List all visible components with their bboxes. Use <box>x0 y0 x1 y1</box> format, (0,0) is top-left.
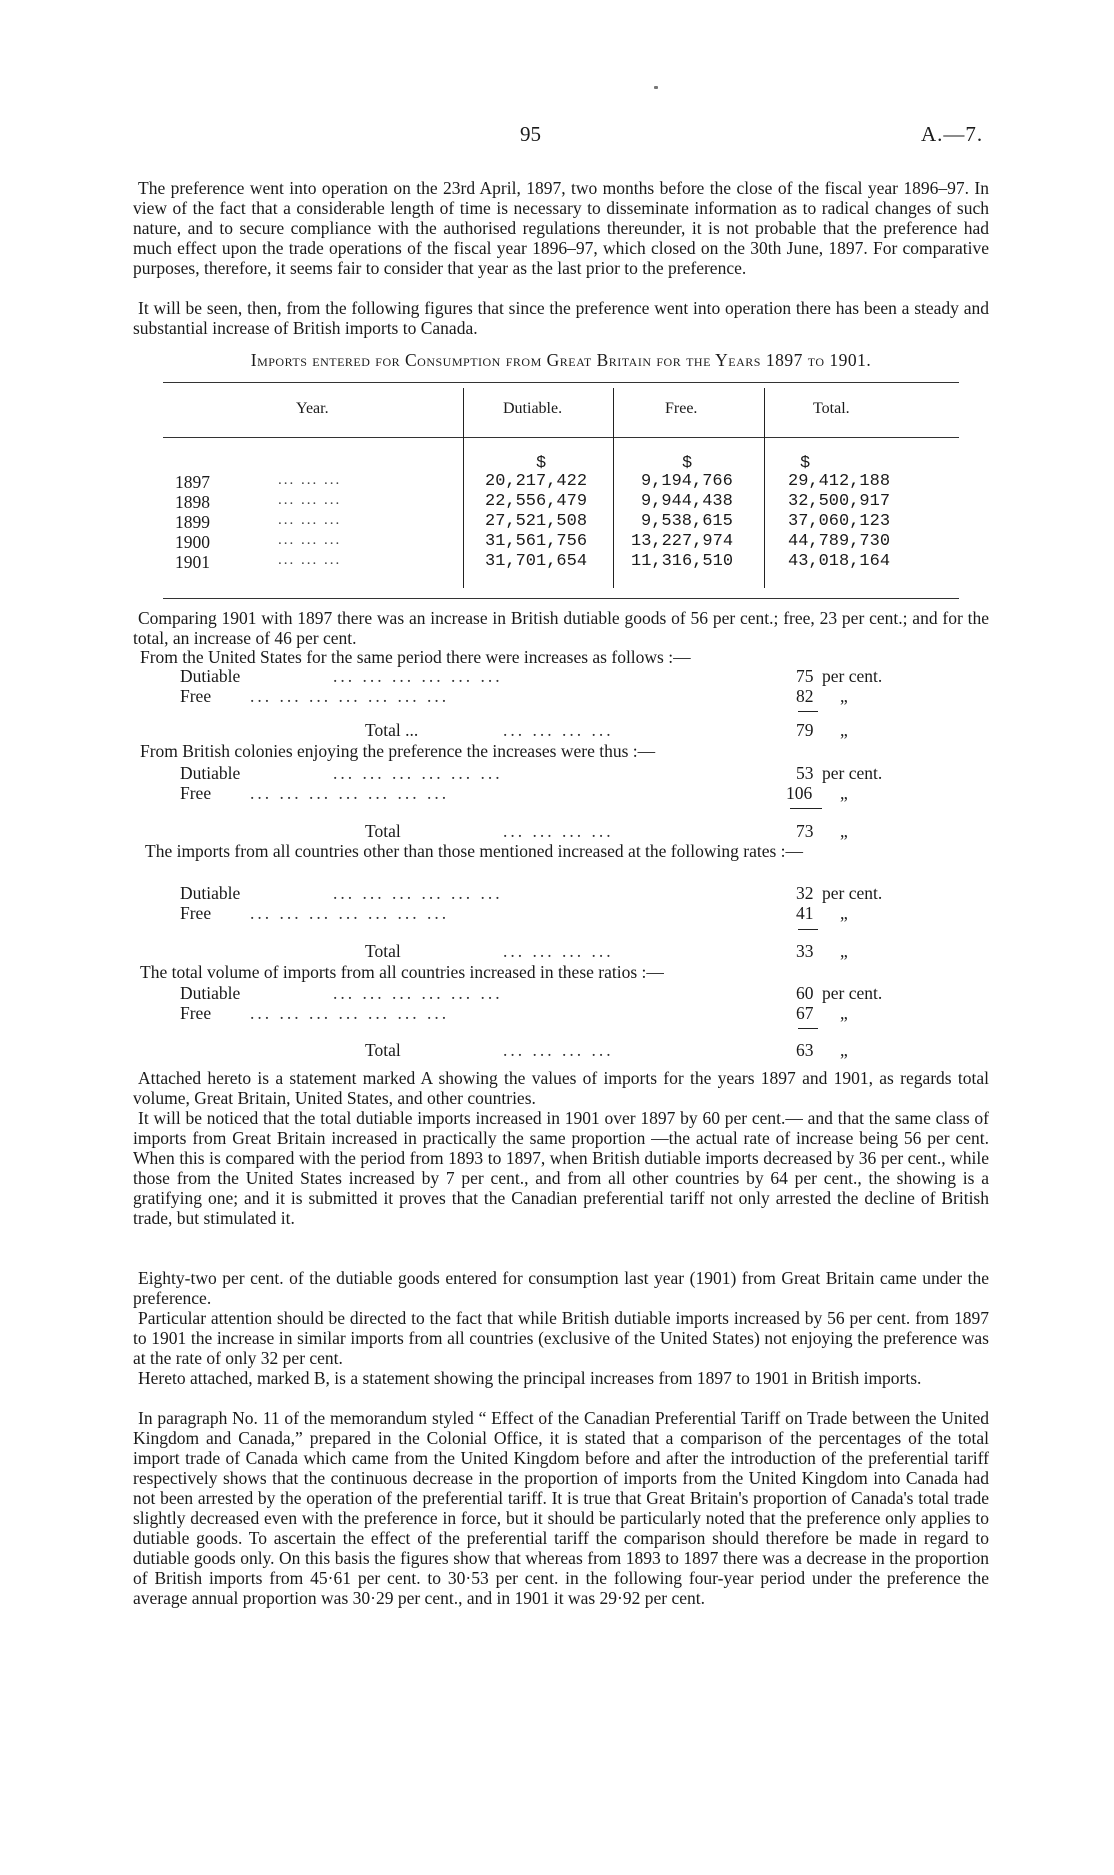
colonies-dutiable-row <box>0 763 1114 785</box>
table-row-dutiable: 27,521,508 <box>485 512 588 531</box>
table-header-rule <box>163 437 959 438</box>
row-unit: per cent. <box>822 883 883 903</box>
leader-dots: ... ... ... ... ... ... <box>333 983 503 1003</box>
row-value: 79 <box>796 720 814 740</box>
column-header-dutiable: Dutiable. <box>503 400 563 417</box>
leader-dots: ... ... ... <box>278 472 342 488</box>
table-bottom-rule <box>163 598 959 599</box>
ditto-mark: „ <box>840 941 848 961</box>
leader-dots: ... ... ... ... <box>503 941 614 961</box>
leader-dots: ... ... ... <box>278 532 342 548</box>
comparison-paragraph: Comparing 1901 with 1897 there was an increase in British dutiable goods of 56 per cent.; free, 23 per cent.; and for the total, an increase of 46 per cent. <box>133 608 989 648</box>
row-label: Dutiable <box>180 763 241 783</box>
sum-rule <box>798 1028 818 1029</box>
row-label: Dutiable <box>180 883 241 903</box>
row-value: 32 <box>796 883 814 903</box>
colonies-total-row <box>0 821 1114 843</box>
others-dutiable-row <box>0 883 1114 905</box>
row-unit: per cent. <box>822 666 883 686</box>
row-label: Total ... <box>365 720 419 740</box>
column-divider <box>463 388 464 588</box>
leader-dots: ... ... ... ... ... ... ... <box>250 1003 450 1023</box>
intro-paragraph: The preference went into operation on the 23rd April, 1897, two months before the close of the fiscal year 1896–97. In view of the fact that a considerable length of time is necessary to disseminate information as to radical changes of such nature, and to secure compliance with the authorised regulations thereunder, it is not probable that the preference had much effect upon the trade operations of the fiscal year 1896–97, which closed on the 30th June, 1897. For comparative purposes, therefore, it seems fair to consider that year as the last prior to the preference. <box>133 178 989 278</box>
ditto-mark: „ <box>840 686 848 706</box>
table-title: Imports entered for Consumption from Great Britain for the Years 1897 to 1901. <box>250 350 872 370</box>
table-row-free: 11,316,510 <box>631 552 734 571</box>
leader-dots: ... ... ... ... ... ... <box>333 666 503 686</box>
leader-dots: ... ... ... <box>278 492 342 508</box>
table-row-total: 44,789,730 <box>788 532 891 551</box>
row-value: 63 <box>796 1040 814 1060</box>
document-reference: A.—7. <box>921 122 984 146</box>
table-row-free: 9,538,615 <box>641 512 733 531</box>
leader-dots: ... ... ... <box>278 552 342 568</box>
us-free-row <box>0 686 1114 708</box>
table-row-year: 1897 <box>175 472 210 492</box>
statement-a-paragraph: Attached hereto is a statement marked A showing the values of imports for the years 1897 and 1901, as regards total volume, Great Britain, United States, and other countries. <box>133 1068 989 1108</box>
currency-symbol: $ <box>800 454 811 473</box>
row-unit: per cent. <box>822 763 883 783</box>
dutiable-increase-paragraph: It will be noticed that the total dutiable imports increased in 1901 over 1897 by 60 per cent.— and that the same class of imports from Great Britain increased in practically the same proportion —the actual rate of increase being 56 per cent. When this is compared with the period from 1893 to 1897, when British dutiable imports decreased by 36 per cent., while those from the United States increased by 7 per cent., and from all other countries by 64 per cent., the showing is a gratifying one; and it is submitted it proves that the Canadian preferential tariff not only arrested the decline of British trade, but stimulated it. <box>133 1108 989 1228</box>
column-header-total: Total. <box>813 400 850 417</box>
row-label: Dutiable <box>180 666 241 686</box>
row-label: Dutiable <box>180 983 241 1003</box>
table-row-free: 9,194,766 <box>641 472 733 491</box>
leader-dots: ... ... ... ... ... ... <box>333 763 503 783</box>
currency-symbol: $ <box>536 454 547 473</box>
ditto-mark: „ <box>840 1040 848 1060</box>
column-divider <box>613 388 614 588</box>
ditto-mark: „ <box>840 720 848 740</box>
row-label: Free <box>180 686 212 706</box>
attention-paragraph: Particular attention should be directed to the fact that while British dutiable imports increased by 56 per cent. from 1897 to 1901 the increase in similar imports from all countries (exclusive of the United States) not enjoying the preference was at the rate of only 32 per cent. <box>133 1308 989 1368</box>
table-row-year: 1900 <box>175 532 210 552</box>
leader-dots: ... ... ... ... ... ... ... <box>250 783 450 803</box>
leader-dots: ... ... ... ... <box>503 821 614 841</box>
all-total-row <box>0 1040 1114 1062</box>
imports-table <box>133 382 989 600</box>
sum-rule <box>798 929 818 930</box>
table-row-dutiable: 31,701,654 <box>485 552 588 571</box>
row-value: 33 <box>796 941 814 961</box>
colonies-intro: From British colonies enjoying the preference the increases were thus :— <box>140 741 656 761</box>
leader-dots: ... ... ... ... <box>503 1040 614 1060</box>
row-value: 82 <box>796 686 814 706</box>
row-label: Free <box>180 783 212 803</box>
colonies-free-row <box>0 783 1114 805</box>
column-header-free: Free. <box>665 400 698 417</box>
memorandum-paragraph: In paragraph No. 11 of the memorandum styled “ Effect of the Canadian Preferential Tariff on Trade between the United Kingdom and Canada,” prepared in the Colonial Office, it is stated that a comparison of the percentages of the total import trade of Canada which came from the United Kingdom before and after the introduction of the preferential tariff respectively shows that the continuous decrease in the proportion of imports from the United Kingdom into Canada had not been arrested by the operation of the preferential tariff. It is true that Great Britain's proportion of Canada's total trade slightly decreased even with the preference in force, but it should be particularly noted that the preference only applies to dutiable goods. To ascertain the effect of the preferential tariff the comparison should therefore be made in regard to dutiable goods only. On this basis the figures show that whereas from 1893 to 1897 there was a decrease in the proportion of British imports from 45·61 per cent. to 30·53 per cent. in the following four-year period under the preference the average annual proportion was 30·29 per cent., and in 1901 it was 29·92 per cent. <box>133 1408 989 1608</box>
table-row-year: 1899 <box>175 512 210 532</box>
row-label: Free <box>180 903 212 923</box>
table-row-total: 43,018,164 <box>788 552 891 571</box>
row-label: Free <box>180 1003 212 1023</box>
ditto-mark: „ <box>840 783 848 803</box>
us-intro: From the United States for the same period there were increases as follows :— <box>140 647 691 667</box>
leader-dots: ... ... ... ... <box>503 720 614 740</box>
row-value: 75 <box>796 666 814 686</box>
row-value: 73 <box>796 821 814 841</box>
row-value: 53 <box>796 763 814 783</box>
table-row-dutiable: 20,217,422 <box>485 472 588 491</box>
eighty-two-percent-paragraph: Eighty-two per cent. of the dutiable goods entered for consumption last year (1901) from Great Britain came under the preference. <box>133 1268 989 1308</box>
sum-rule <box>790 808 822 809</box>
row-label: Total <box>365 941 401 961</box>
column-header-year: Year. <box>296 400 329 417</box>
row-value: 67 <box>796 1003 814 1023</box>
others-free-row <box>0 903 1114 925</box>
ditto-mark: „ <box>840 1003 848 1023</box>
ditto-mark: „ <box>840 903 848 923</box>
currency-symbol: $ <box>682 454 693 473</box>
leader-dots: ... ... ... ... ... ... <box>333 883 503 903</box>
us-dutiable-row <box>0 666 1114 688</box>
leader-dots: ... ... ... ... ... ... ... <box>250 686 450 706</box>
intro-paragraph-2: It will be seen, then, from the following figures that since the preference went into operation there has been a steady and substantial increase of British imports to Canada. <box>133 298 989 338</box>
ditto-mark: „ <box>840 821 848 841</box>
statement-b-paragraph: Hereto attached, marked B, is a statement showing the principal increases from 1897 to 1901 in British imports. <box>138 1368 922 1388</box>
all-free-row <box>0 1003 1114 1025</box>
table-row-total: 32,500,917 <box>788 492 891 511</box>
table-row-year: 1901 <box>175 552 210 572</box>
column-divider <box>764 388 765 588</box>
table-row-dutiable: 22,556,479 <box>485 492 588 511</box>
table-row-total: 37,060,123 <box>788 512 891 531</box>
sum-rule <box>798 711 818 712</box>
others-total-row <box>0 941 1114 963</box>
row-label: Total <box>365 821 401 841</box>
table-top-rule <box>163 382 959 383</box>
row-value: 41 <box>796 903 814 923</box>
table-row-year: 1898 <box>175 492 210 512</box>
table-row-free: 13,227,974 <box>631 532 734 551</box>
leader-dots: ... ... ... <box>278 512 342 528</box>
table-row-free: 9,944,438 <box>641 492 733 511</box>
us-total-row <box>0 720 1114 742</box>
all-dutiable-row <box>0 983 1114 1005</box>
page-number: 95 <box>520 122 541 146</box>
row-unit: per cent. <box>822 983 883 1003</box>
table-row-total: 29,412,188 <box>788 472 891 491</box>
row-value: 106 <box>786 783 813 803</box>
row-value: 60 <box>796 983 814 1003</box>
leader-dots: ... ... ... ... ... ... ... <box>250 903 450 923</box>
all-countries-intro: The total volume of imports from all countries increased in these ratios :— <box>140 962 664 982</box>
row-label: Total <box>365 1040 401 1060</box>
table-row-dutiable: 31,561,756 <box>485 532 588 551</box>
scan-speck <box>654 86 658 89</box>
others-intro: The imports from all countries other than those mentioned increased at the following rates :— <box>145 841 804 861</box>
